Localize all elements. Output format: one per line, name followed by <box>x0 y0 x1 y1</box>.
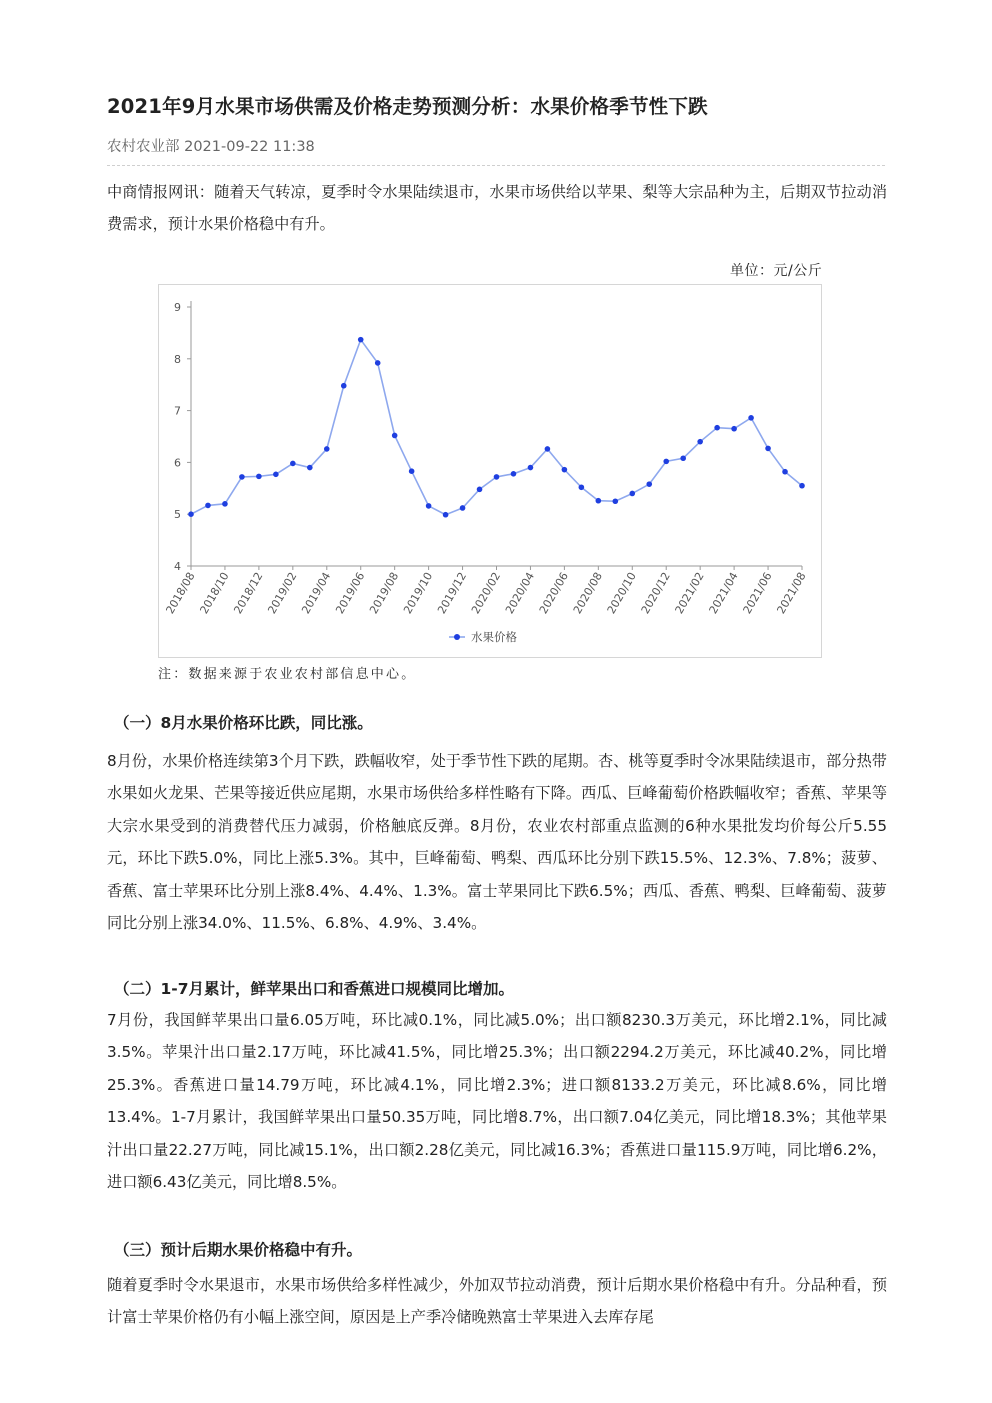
y-tick-label: 8 <box>174 352 181 366</box>
article-title: 2021年9月水果市场供需及价格走势预测分析：水果价格季节性下跌 <box>107 95 708 118</box>
data-point <box>426 503 432 509</box>
legend-label: 水果价格 <box>471 630 517 644</box>
data-point <box>222 501 228 507</box>
price-chart-svg <box>159 285 821 657</box>
series-line <box>191 340 802 515</box>
x-tick-label: 2020/12 <box>638 570 673 617</box>
data-point <box>256 474 262 480</box>
price-chart <box>158 284 822 658</box>
data-point <box>528 465 534 471</box>
article-meta: 农村农业部 2021-09-22 11:38 <box>107 139 315 155</box>
x-tick-label: 2019/04 <box>299 570 334 617</box>
data-point <box>748 415 754 421</box>
data-point <box>782 469 788 475</box>
y-tick-label: 6 <box>174 456 181 470</box>
x-tick-label: 2020/02 <box>468 570 504 617</box>
data-point <box>375 360 381 366</box>
section-heading-3: （三）预计后期水果价格稳中有升。 <box>114 1241 363 1259</box>
section-body-3: 随着夏季时令水果退市，水果市场供给多样性减少，外加双节拉动消费，预计后期水果价格稳中有升。分品种看，预计富士苹果价格仍有小幅上涨空间，原因是上产季冷储晚熟富士苹果进入去库存尾 <box>107 1276 887 1327</box>
data-point <box>205 503 211 509</box>
data-point <box>680 455 686 461</box>
y-tick-label: 9 <box>174 301 181 314</box>
data-point <box>460 505 466 511</box>
chart-unit-label: 单位：元/公斤 <box>730 263 823 279</box>
data-point <box>646 481 652 487</box>
section-heading-1: （一）8月水果价格环比跌，同比涨。 <box>114 714 373 732</box>
data-point <box>663 459 669 465</box>
data-point <box>341 383 347 389</box>
legend-swatch-point <box>454 634 460 640</box>
data-point <box>443 512 449 518</box>
x-tick-label: 2021/06 <box>740 570 775 617</box>
data-point <box>579 484 585 490</box>
x-tick-label: 2018/12 <box>231 570 266 617</box>
data-point <box>494 474 500 480</box>
x-tick-label: 2021/08 <box>774 570 809 617</box>
x-tick-label: 2019/06 <box>333 570 368 617</box>
data-point <box>545 446 551 452</box>
section-body-2: 7月份，我国鲜苹果出口量6.05万吨，环比减0.1%，同比减5.0%；出口额8230.3万美元，环比增2.1%，同比减3.5%。苹果汁出口量2.17万吨，环比减41.5%，同比增25.3%；出口额2294.2万美元，环比减40.2%，同比增25.3%。香蕉进口量14.79万吨，环比减4.1%，同比增2.3%；进口额8133.2万美元，环比减8.6%，同比增13.4%。1-7月累计，我国鲜苹果出口量50.35万吨，同比增8.7%，出口额7.04亿美元，同比增18.3%；其他苹果汁出口量22.27万吨，同比减15.1%，出口额2.28亿美元，同比减16.3%；香蕉进口量115.9万吨，同比增6.2%，进口额6.43亿美元，同比增8.5%。 <box>107 1011 887 1192</box>
data-point <box>409 468 415 474</box>
data-point <box>613 498 619 504</box>
data-point <box>358 337 364 343</box>
data-point <box>290 461 296 467</box>
data-point <box>765 446 771 452</box>
data-point <box>562 467 568 473</box>
x-tick-label: 2021/04 <box>706 570 741 617</box>
data-point <box>629 491 635 497</box>
y-tick-label: 4 <box>174 560 181 573</box>
x-tick-label: 2020/08 <box>570 570 605 617</box>
x-tick-label: 2018/10 <box>197 570 232 617</box>
section-heading-2: （二）1-7月累计，鲜苹果出口和香蕉进口规模同比增加。 <box>114 980 515 998</box>
x-tick-label: 2019/12 <box>435 570 470 617</box>
data-point <box>477 487 483 493</box>
data-point <box>799 483 805 489</box>
intro-paragraph: 中商情报网讯：随着天气转凉，夏季时令水果陆续退市，水果市场供给以苹果、梨等大宗品种为主，后期双节拉动消费需求，预计水果价格稳中有升。 <box>107 183 887 234</box>
x-tick-label: 2019/10 <box>401 570 436 617</box>
data-point <box>324 446 330 452</box>
data-point <box>596 498 602 504</box>
x-tick-label: 2020/10 <box>604 570 639 617</box>
data-point <box>511 471 517 477</box>
data-point <box>714 425 720 431</box>
data-point <box>731 426 737 432</box>
x-tick-label: 2021/02 <box>672 570 707 617</box>
y-tick-label: 5 <box>174 508 181 522</box>
data-point <box>307 465 313 471</box>
section-body-1: 8月份，水果价格连续第3个月下跌，跌幅收窄，处于季节性下跌的尾期。杏、桃等夏季时令冰果陆续退市，部分热带水果如火龙果、芒果等接近供应尾期，水果市场供给多样性略有下降。西瓜、巨峰葡萄价格跌幅收窄；香蕉、苹果等大宗水果受到的消费替代压力减弱，价格触底反弹。8月份，农业农村部重点监测的6种水果批发均价每公斤5.55元，环比下跌5.0%，同比上涨5.3%。其中，巨峰葡萄、鸭梨、西瓜环比分别下跌15.5%、12.3%、7.8%；菠萝、香蕉、富士苹果环比分别上涨8.4%、4.4%、1.3%。富士苹果同比下跌6.5%；西瓜、香蕉、鸭梨、巨峰葡萄、菠萝同比分别上涨34.0%、11.5%、6.8%、4.9%、3.4%。 <box>107 752 887 933</box>
x-tick-label: 2019/02 <box>265 570 300 617</box>
x-tick-label: 2018/08 <box>163 570 198 617</box>
data-point <box>697 439 703 445</box>
data-point <box>239 474 245 480</box>
x-tick-label: 2020/06 <box>536 570 571 617</box>
data-point <box>188 511 194 517</box>
x-tick-label: 2019/08 <box>367 570 402 617</box>
x-tick-label: 2020/04 <box>502 570 538 617</box>
source-note: 注：数据来源于农业农村部信息中心。 <box>158 667 417 682</box>
data-point <box>273 472 279 478</box>
divider <box>107 165 885 166</box>
y-tick-label: 7 <box>174 404 181 418</box>
data-point <box>392 433 398 439</box>
